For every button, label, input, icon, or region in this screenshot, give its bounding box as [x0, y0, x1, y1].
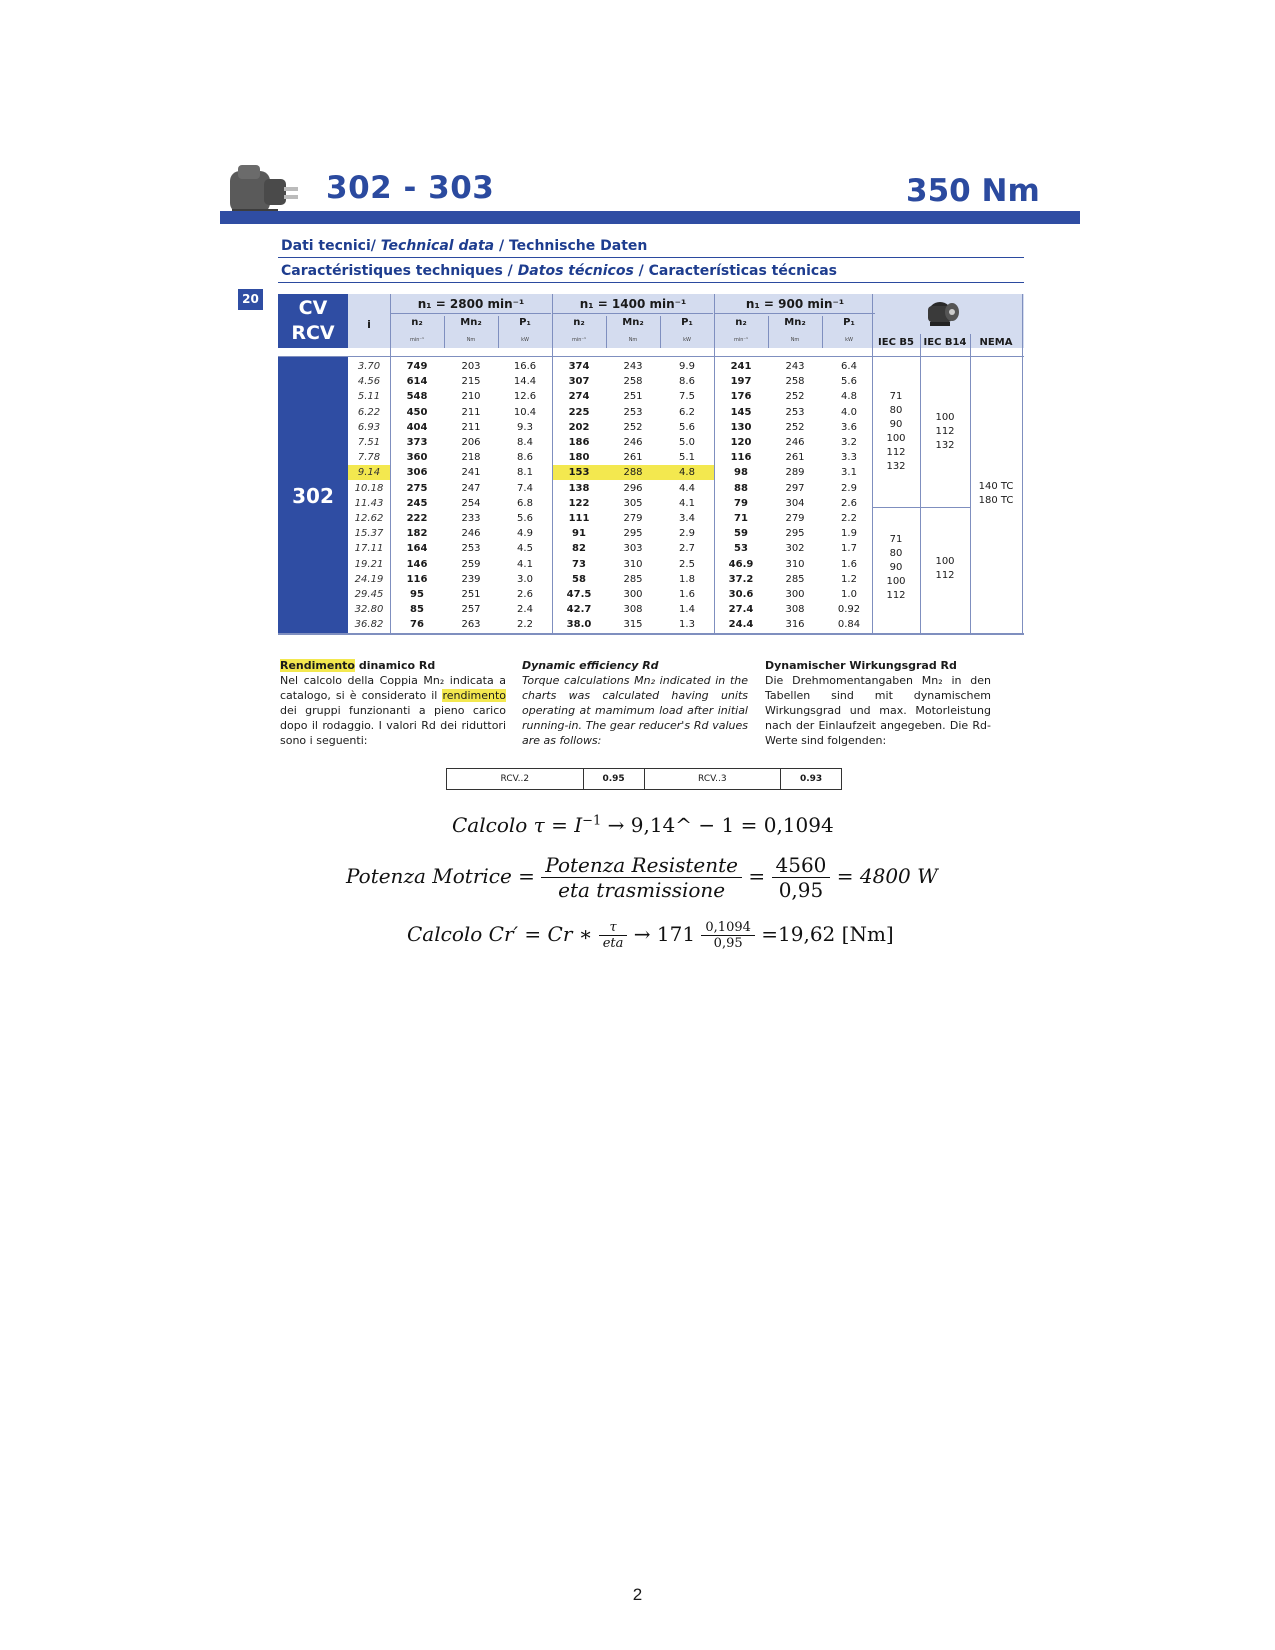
table-cell: 120 — [730, 437, 752, 448]
table-cell: 241 — [730, 361, 752, 372]
table-cell: 3.70 — [357, 361, 381, 372]
table-cell: 315 — [623, 619, 643, 631]
table-cell: 14.4 — [513, 376, 537, 388]
divider — [872, 507, 970, 508]
table-cell: 253 — [623, 406, 643, 418]
col-header-p1: P₁ — [843, 317, 855, 328]
table-cell: 98 — [734, 467, 748, 479]
unit-label: min⁻¹ — [733, 337, 749, 343]
table-cell: 251 — [623, 391, 643, 403]
table-cell: 79 — [734, 497, 748, 509]
table-cell: 9.14 — [348, 465, 390, 480]
table-cell: 3.4 — [679, 513, 695, 524]
table-cell: 88 — [734, 482, 748, 494]
table-cell: 8.1 — [517, 467, 533, 479]
table-cell: 9.3 — [517, 421, 533, 433]
table-cell: 2.2 — [517, 619, 533, 631]
divider — [553, 313, 713, 314]
table-cell: 4.9 — [517, 528, 533, 540]
table-cell: 3.2 — [841, 437, 857, 448]
table-cell: 239 — [461, 573, 481, 585]
table-cell: 295 — [785, 528, 805, 540]
table-row — [348, 359, 872, 374]
table-cell: 210 — [461, 391, 481, 403]
table-cell: 10.4 — [513, 406, 537, 418]
table-cell: 8.6 — [679, 376, 695, 388]
table-row — [348, 587, 872, 602]
iec-b5-values: 71 80 90 100 112 132 — [886, 391, 906, 472]
table-cell: 1.6 — [679, 589, 695, 600]
efficiency-table — [446, 768, 842, 790]
efficiency-text-it: Rendimento dinamico Rd Nel calcolo della Coppia Mn₂ indicata a catalogo, si è considerato il rendimento dei gruppi funzionanti a pieno carico dopo il rodaggio. I valori Rd dei riduttori sono i seguenti: — [280, 659, 506, 747]
table-cell: 1.7 — [841, 543, 857, 555]
table-cell: 206 — [461, 437, 481, 448]
table-cell: 5.0 — [679, 437, 695, 448]
table-cell: 197 — [730, 376, 752, 388]
divider — [1022, 294, 1023, 634]
table-cell: 254 — [461, 497, 481, 509]
table-cell: 46.9 — [728, 558, 754, 570]
table-cell: 3.3 — [841, 452, 857, 464]
col-header-iec-b14: IEC B14 — [923, 337, 967, 348]
divider — [714, 294, 715, 634]
table-cell: 91 — [572, 528, 586, 540]
table-cell: 146 — [406, 558, 428, 570]
table-cell: 17.11 — [354, 543, 384, 555]
col-header-iec-b5: IEC B5 — [878, 337, 914, 348]
table-cell: 1.2 — [841, 573, 857, 585]
divider — [278, 633, 1024, 635]
rcv3-value: 0.93 — [799, 774, 823, 784]
table-cell: 7.78 — [357, 452, 381, 464]
unit-label: Nm — [790, 337, 800, 343]
table-cell: 1.3 — [679, 619, 695, 631]
table-cell: 251 — [461, 589, 481, 600]
col-header-p1: P₁ — [681, 317, 693, 328]
iec-b14-values: 100 112 132 — [935, 412, 955, 451]
table-cell: 180 — [568, 452, 590, 464]
table-cell: 285 — [785, 573, 805, 585]
table-cell: 374 — [568, 361, 590, 372]
table-cell: 3.0 — [517, 573, 533, 585]
table-cell: 6.2 — [679, 406, 695, 418]
unit-label: Nm — [628, 337, 638, 343]
table-cell: 257 — [461, 604, 481, 616]
formula-cr: Calcolo Cr′ = Cr ∗ $\frac{\tau}{\text{eta}}$ → 171 $\frac{0,1094}{0,95}$ =19,62 [Nm] — [407, 920, 894, 951]
unit-label: kW — [521, 337, 529, 343]
table-cell: 2.2 — [841, 513, 857, 524]
table-cell: 225 — [568, 406, 590, 418]
table-cell: 1.0 — [841, 589, 857, 600]
table-cell: 303 — [623, 543, 643, 555]
table-cell: 5.6 — [517, 513, 533, 524]
table-cell: 8.4 — [517, 437, 533, 448]
ratio-header: i — [367, 318, 371, 331]
table-row — [348, 602, 872, 617]
table-cell: 285 — [623, 573, 643, 585]
table-cell: 246 — [623, 437, 643, 448]
table-cell: 95 — [410, 589, 424, 600]
table-cell: 302 — [785, 543, 805, 555]
table-cell: 4.1 — [517, 558, 533, 570]
motor-icon — [922, 296, 962, 330]
table-cell: 6.4 — [841, 361, 857, 372]
table-cell: 211 — [461, 406, 481, 418]
table-row — [348, 511, 872, 526]
unit-label: kW — [683, 337, 691, 343]
table-cell: 53 — [734, 543, 748, 555]
table-row — [348, 420, 872, 435]
table-cell: 76 — [410, 619, 424, 631]
divider — [390, 294, 391, 634]
unit-label: min⁻¹ — [571, 337, 587, 343]
formula-power: Potenza Motrice = $\frac{\text{Potenza Resistente}}{\text{eta trasmissione}}$ = $\frac{4560}{0,95}$ = 4800 W — [346, 853, 938, 902]
iec-b14-values: 100 112 — [935, 556, 955, 581]
table-cell: 36.82 — [354, 619, 384, 631]
table-cell: 47.5 — [566, 589, 592, 600]
table-cell: 0.84 — [837, 619, 861, 631]
table-cell: 450 — [406, 406, 428, 418]
table-cell: 373 — [406, 437, 428, 448]
table-cell: 295 — [623, 528, 643, 540]
group-header-2800: n₁ = 2800 min⁻¹ — [417, 297, 525, 311]
table-cell: 300 — [785, 589, 805, 600]
table-cell: 11.43 — [354, 497, 384, 509]
table-cell: 310 — [623, 558, 643, 570]
table-cell: 316 — [785, 619, 805, 631]
table-cell: 1.8 — [679, 573, 695, 585]
table-cell: 24.19 — [354, 573, 384, 585]
table-cell: 16.6 — [513, 361, 537, 372]
table-row — [348, 450, 872, 465]
table-cell: 10.18 — [354, 482, 384, 494]
series-label: CV RCV — [278, 294, 348, 348]
table-cell: 4.0 — [841, 406, 857, 418]
table-cell: 263 — [461, 619, 481, 631]
table-cell: 300 — [623, 589, 643, 600]
col-header-n2: n₂ — [735, 317, 747, 328]
table-cell: 233 — [461, 513, 481, 524]
table-cell: 218 — [461, 452, 481, 464]
divider — [715, 313, 875, 314]
table-cell: 304 — [785, 497, 805, 509]
col-header-mn2: Mn₂ — [784, 317, 806, 328]
table-cell: 4.4 — [679, 482, 695, 494]
table-cell: 275 — [406, 482, 428, 494]
divider — [278, 356, 1024, 357]
table-cell: 30.6 — [728, 589, 754, 600]
table-cell: 5.6 — [679, 421, 695, 433]
nema-values: 140 TC 180 TC — [978, 481, 1014, 506]
table-cell: 122 — [568, 497, 590, 509]
rcv2-value: 0.95 — [584, 769, 645, 789]
subtitle-line-2: Caractéristiques techniques / Datos técnicos / Características técnicas — [281, 263, 838, 279]
table-row — [348, 374, 872, 389]
table-cell: 274 — [568, 391, 590, 403]
divider — [391, 313, 551, 314]
table-cell: 288 — [606, 465, 660, 480]
table-cell: 4.56 — [357, 376, 381, 388]
table-cell: 186 — [568, 437, 590, 448]
table-cell: 246 — [785, 437, 805, 448]
table-cell: 2.6 — [841, 497, 857, 509]
table-cell: 289 — [785, 467, 805, 479]
table-cell: 252 — [623, 421, 643, 433]
table-cell: 42.7 — [566, 604, 592, 616]
table-cell: 1.4 — [679, 604, 695, 616]
page-number: 2 — [632, 1585, 643, 1604]
model-label: 302 — [292, 484, 334, 508]
table-cell: 202 — [568, 421, 590, 433]
table-cell: 259 — [461, 558, 481, 570]
table-cell: 211 — [461, 421, 481, 433]
col-header-p1: P₁ — [519, 317, 531, 328]
table-cell: 279 — [785, 513, 805, 524]
table-cell: 38.0 — [566, 619, 592, 631]
table-cell: 2.7 — [679, 543, 695, 555]
table-cell: 116 — [406, 573, 428, 585]
header-bar — [220, 211, 1080, 224]
table-cell: 3.1 — [841, 467, 857, 479]
formula-tau: Calcolo $\tau = I^{-1}$ → 9,14^ − 1 = 0,1094 — [452, 813, 834, 837]
table-cell: 27.4 — [728, 604, 754, 616]
table-cell: 164 — [406, 543, 428, 555]
table-cell: 4.1 — [679, 497, 695, 509]
table-cell: 5.11 — [357, 391, 381, 403]
table-cell: 8.6 — [517, 452, 533, 464]
table-cell: 6.8 — [517, 497, 533, 509]
table-cell: 73 — [572, 558, 586, 570]
iec-b5-values: 71 80 90 100 112 — [886, 534, 906, 601]
table-cell: 7.5 — [679, 391, 695, 403]
table-cell: 2.5 — [679, 558, 695, 570]
divider — [822, 316, 823, 348]
table-cell: 37.2 — [728, 573, 754, 585]
table-cell: 222 — [406, 513, 428, 524]
table-cell: 3.6 — [841, 421, 857, 433]
table-cell: 2.6 — [517, 589, 533, 600]
table-cell: 145 — [730, 406, 752, 418]
table-cell: 245 — [406, 497, 428, 509]
table-cell: 241 — [461, 467, 481, 479]
table-cell: 2.9 — [841, 482, 857, 494]
table-cell: 305 — [623, 497, 643, 509]
table-cell: 153 — [552, 465, 606, 480]
table-cell: 182 — [406, 528, 428, 540]
table-cell: 297 — [785, 482, 805, 494]
subtitle-line-1: Dati tecnici/ Technical data / Technische Daten — [281, 238, 648, 254]
divider — [278, 282, 1024, 283]
table-cell: 1.6 — [841, 558, 857, 570]
table-cell: 252 — [785, 421, 805, 433]
table-cell: 2.9 — [679, 528, 695, 540]
col-header-nema: NEMA — [979, 337, 1013, 348]
table-row — [348, 526, 872, 541]
group-header-1400: n₁ = 1400 min⁻¹ — [579, 297, 687, 311]
table-cell: 7.51 — [357, 437, 381, 448]
table-row — [348, 617, 872, 632]
table-cell: 1.9 — [841, 528, 857, 540]
table-cell: 9.9 — [679, 361, 695, 372]
divider — [444, 316, 445, 348]
table-row — [348, 541, 872, 556]
table-cell: 116 — [730, 452, 752, 464]
table-cell: 306 — [406, 467, 428, 479]
table-cell: 252 — [785, 391, 805, 403]
table-cell: 261 — [623, 452, 643, 464]
table-cell: 6.93 — [357, 421, 381, 433]
table-cell: 246 — [461, 528, 481, 540]
table-cell: 12.6 — [513, 391, 537, 403]
table-cell: 176 — [730, 391, 752, 403]
table-cell: 308 — [785, 604, 805, 616]
table-row — [348, 465, 872, 480]
col-header-n2: n₂ — [411, 317, 423, 328]
table-cell: 310 — [785, 558, 805, 570]
table-cell: 58 — [572, 573, 586, 585]
unit-label: min⁻¹ — [409, 337, 425, 343]
table-row — [348, 557, 872, 572]
table-cell: 2.4 — [517, 604, 533, 616]
table-cell: 5.1 — [679, 452, 695, 464]
table-cell: 614 — [406, 376, 428, 388]
table-cell: 5.6 — [841, 376, 857, 388]
col-header-n2: n₂ — [573, 317, 585, 328]
table-row — [348, 405, 872, 420]
table-cell: 307 — [568, 376, 590, 388]
divider — [278, 257, 1024, 258]
col-header-mn2: Mn₂ — [460, 317, 482, 328]
table-cell: 82 — [572, 543, 586, 555]
table-cell: 749 — [406, 361, 428, 372]
table-cell: 0.92 — [837, 604, 861, 616]
table-cell: 12.62 — [354, 513, 384, 524]
table-cell: 24.4 — [728, 619, 754, 631]
table-cell: 29.45 — [354, 589, 384, 600]
divider — [660, 316, 661, 348]
divider — [606, 316, 607, 348]
table-cell: 85 — [410, 604, 424, 616]
table-row — [348, 496, 872, 511]
divider — [498, 316, 499, 348]
table-cell: 258 — [623, 376, 643, 388]
divider — [768, 316, 769, 348]
table-cell: 253 — [461, 543, 481, 555]
table-cell: 138 — [568, 482, 590, 494]
table-cell: 253 — [785, 406, 805, 418]
table-cell: 404 — [406, 421, 428, 433]
table-row — [348, 572, 872, 587]
unit-label: Nm — [466, 337, 476, 343]
table-cell: 279 — [623, 513, 643, 524]
table-cell: 215 — [461, 376, 481, 388]
divider — [552, 294, 553, 634]
table-cell: 19.21 — [354, 558, 384, 570]
table-cell: 130 — [730, 421, 752, 433]
table-cell: 6.22 — [357, 406, 381, 418]
table-cell: 243 — [623, 361, 643, 372]
divider — [920, 334, 921, 634]
table-row — [348, 481, 872, 496]
table-row — [348, 435, 872, 450]
table-row — [348, 389, 872, 404]
torque-rating: 350 Nm — [906, 173, 1040, 209]
table-cell: 261 — [785, 452, 805, 464]
table-cell: 15.37 — [354, 528, 384, 540]
table-cell: 71 — [734, 513, 748, 524]
table-cell: 243 — [785, 361, 805, 372]
rcv3-label: RCV..3 — [645, 769, 782, 789]
catalog-page-badge: 20 — [238, 289, 263, 310]
table-cell: 4.8 — [841, 391, 857, 403]
table-cell: 258 — [785, 376, 805, 388]
table-cell: 32.80 — [354, 604, 384, 616]
table-cell: 360 — [406, 452, 428, 464]
table-cell: 247 — [461, 482, 481, 494]
table-cell: 111 — [568, 513, 590, 524]
table-cell: 59 — [734, 528, 748, 540]
table-cell: 4.8 — [660, 465, 714, 480]
table-cell: 4.5 — [517, 543, 533, 555]
efficiency-text-en: Dynamic efficiency Rd Torque calculations Mn₂ indicated in the charts was calculated having units operating at mamimum load after initial running-in. The gear reducer's Rd values are as follows: — [522, 659, 748, 747]
page-title: 302 - 303 — [326, 170, 495, 206]
col-header-mn2: Mn₂ — [622, 317, 644, 328]
rcv2-label: RCV..2 — [447, 769, 584, 789]
table-cell: 296 — [623, 482, 643, 494]
group-header-900: n₁ = 900 min⁻¹ — [745, 297, 845, 311]
efficiency-text-de: Dynamischer Wirkungsgrad Rd Die Drehmomentangaben Mn₂ in den Tabellen sind mit dynamischem Wirkungsgrad und max. Motorleistung nach der Einlaufzeit angegeben. Die Rd-Werte sind folgenden: — [765, 659, 991, 747]
table-cell: 7.4 — [517, 482, 533, 494]
unit-label: kW — [845, 337, 853, 343]
table-cell: 308 — [623, 604, 643, 616]
table-cell: 203 — [461, 361, 481, 372]
table-cell: 548 — [406, 391, 428, 403]
